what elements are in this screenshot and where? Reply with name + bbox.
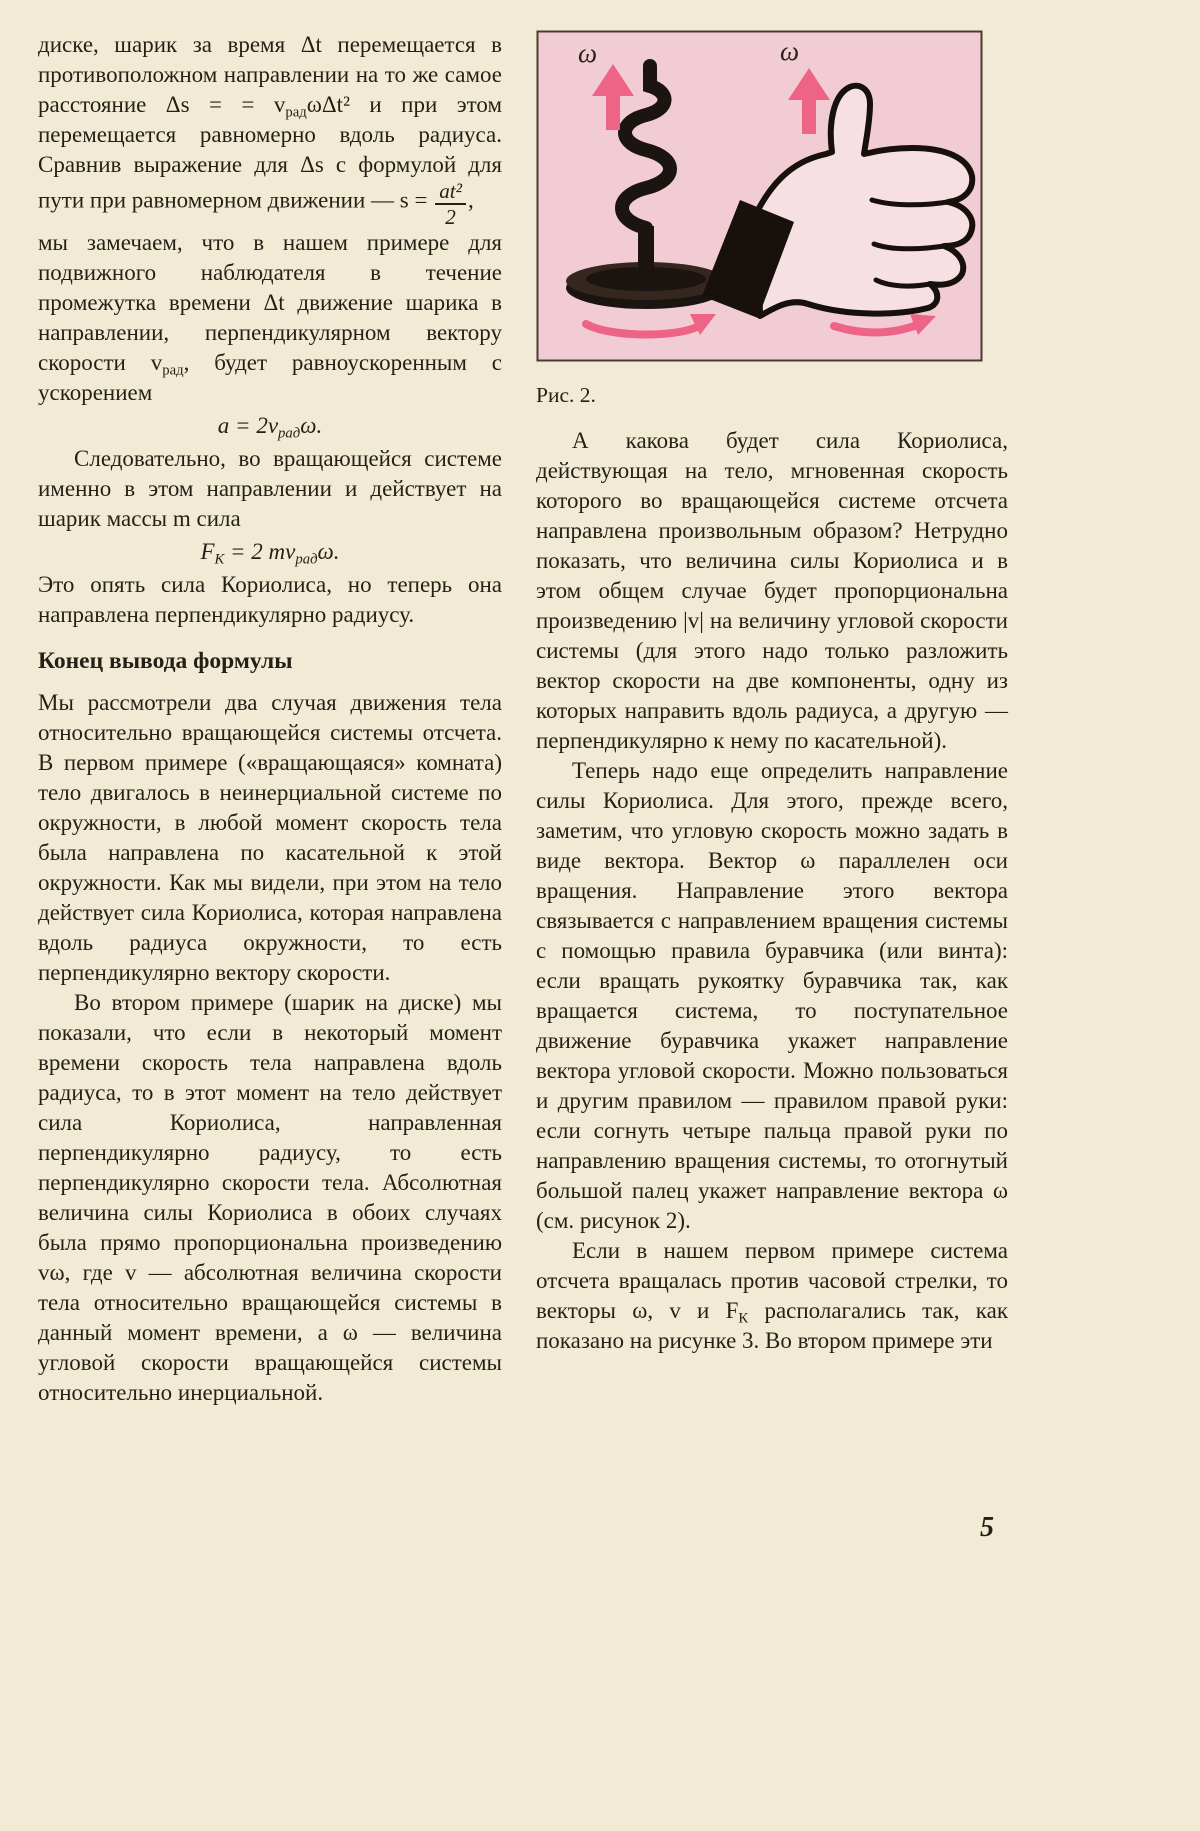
text-run: , xyxy=(468,187,474,213)
omega-label-left: ω xyxy=(578,38,598,68)
right-column xyxy=(536,30,1008,1408)
text-run: F xyxy=(200,539,215,565)
subscript: К xyxy=(214,552,225,569)
figure-caption: Рис. 2. xyxy=(536,383,596,407)
subscript: рад xyxy=(295,552,318,569)
text-run: = 2 mv xyxy=(224,539,296,565)
figure-2 xyxy=(536,30,1008,370)
text-run: мы замечаем, что в нашем примере для подвижного наблюдателя в течение промежутка времени Δt движение шарика в направлении, перпендикулярном вектору скорости v xyxy=(38,230,502,376)
text-run: a = 2v xyxy=(217,413,279,439)
subscript: рад xyxy=(162,363,184,380)
subscript: рад xyxy=(278,426,301,443)
text-run: , будет равноускоренным с ускорением xyxy=(38,350,502,406)
omega-label-right: ω xyxy=(780,36,800,66)
formula-acceleration xyxy=(38,411,502,441)
paragraph xyxy=(38,228,502,408)
paragraph xyxy=(38,30,502,228)
text-run: ωΔt² и при этом перемещается равномерно вдоль радиуса. Сравнив выражение для Δs с формулой для пути при равномерном движении — s = xyxy=(38,92,502,213)
left-column xyxy=(38,30,502,1408)
paragraph: Во втором примере (шарик на диске) мы показали, что если в некоторый момент времени скорость тела направлена вдоль радиуса, то в этот момент на тело действует сила Кориолиса, направленная перпендикулярно радиусу, то есть перпендикулярно скорости тела. Абсолютная величина силы Кориолиса в обоих случаях была прямо пропорциональна произведению vω, где v — абсолютная величина скорости тела относительно вращающейся системы в данный момент времени, а ω — величина угловой скорости вращающейся системы относительно инерциальной. xyxy=(38,990,502,1406)
paragraph: Мы рассмотрели два случая движения тела относительно вращающейся системы отсчета. В первом примере («вращающаяся» комната) тело двигалось в неинерциальной системе по окружности, в любой момент скорость тела была направлена по касательной к этой окружности. Как мы видели, при этом на тело действует сила Кориолиса, которая направлена вдоль радиуса окружности, то есть перпендикулярно вектору скорости. xyxy=(38,690,502,986)
text-run: диске, шарик за время Δt перемещается в противоположном направлении на то же самое расстояние Δs = = v xyxy=(38,32,502,117)
paragraph: Теперь надо еще определить направление силы Кориолиса. Для этого, прежде всего, заметим, что угловую скорость можно задать в виде вектора. Вектор ω параллелен оси вращения. Направление этого вектора связывается с направлением вращения системы с помощью правила буравчика (или винта): если вращать рукоятку буравчика так, как вращается система, то поступательное движение буравчика укажет направление вектора угловой скорости. Можно пользоваться и другим правилом — правилом правой руки: если согнуть четыре пальца правой руки по направлению вращения системы, то отогнутый большой палец укажет направление вектора ω (см. рисунок 2). xyxy=(536,758,1008,1233)
fraction-denominator: 2 xyxy=(445,205,456,230)
subscript: рад xyxy=(285,104,307,121)
paragraph: Следовательно, во вращающейся системе именно в этом направлении и действует на шарик массы m сила xyxy=(38,446,502,532)
paragraph: А какова будет сила Кориолиса, действующая на тело, мгновенная скорость которого во вращающейся системе отсчета направлена произвольным образом? Нетрудно показать, что величина силы Кориолиса и в этом общем случае будет пропорциональна произведению |v| на величину угловой скорости системы (для этого надо только разложить вектор скорости на две компоненты, одну из которых направить вдоль радиуса, а другую — перпендикулярно к нему по касательной). xyxy=(536,428,1008,753)
figure-2-illustration xyxy=(536,30,983,362)
text-run: ω. xyxy=(317,539,340,565)
subscript: К xyxy=(738,1310,749,1327)
page-number: 5 xyxy=(980,1512,994,1543)
paragraph xyxy=(536,1236,1008,1356)
page-content xyxy=(38,30,1008,1408)
text-run: Если в нашем первом примере система отсчета вращалась против часовой стрелки, то векторы ω, v и F xyxy=(536,1238,1008,1323)
formula-coriolis-force xyxy=(38,537,502,567)
paragraph: Это опять сила Кориолиса, но теперь она направлена перпендикулярно радиусу. xyxy=(38,572,502,628)
text-run: ω. xyxy=(300,413,323,439)
section-heading: Конец вывода формулы xyxy=(38,648,293,675)
text-run: располагались так, как показано на рисунке 3. Во втором примере эти xyxy=(536,1298,1008,1353)
fraction-numerator: at² xyxy=(435,180,466,205)
inline-fraction xyxy=(435,180,466,228)
